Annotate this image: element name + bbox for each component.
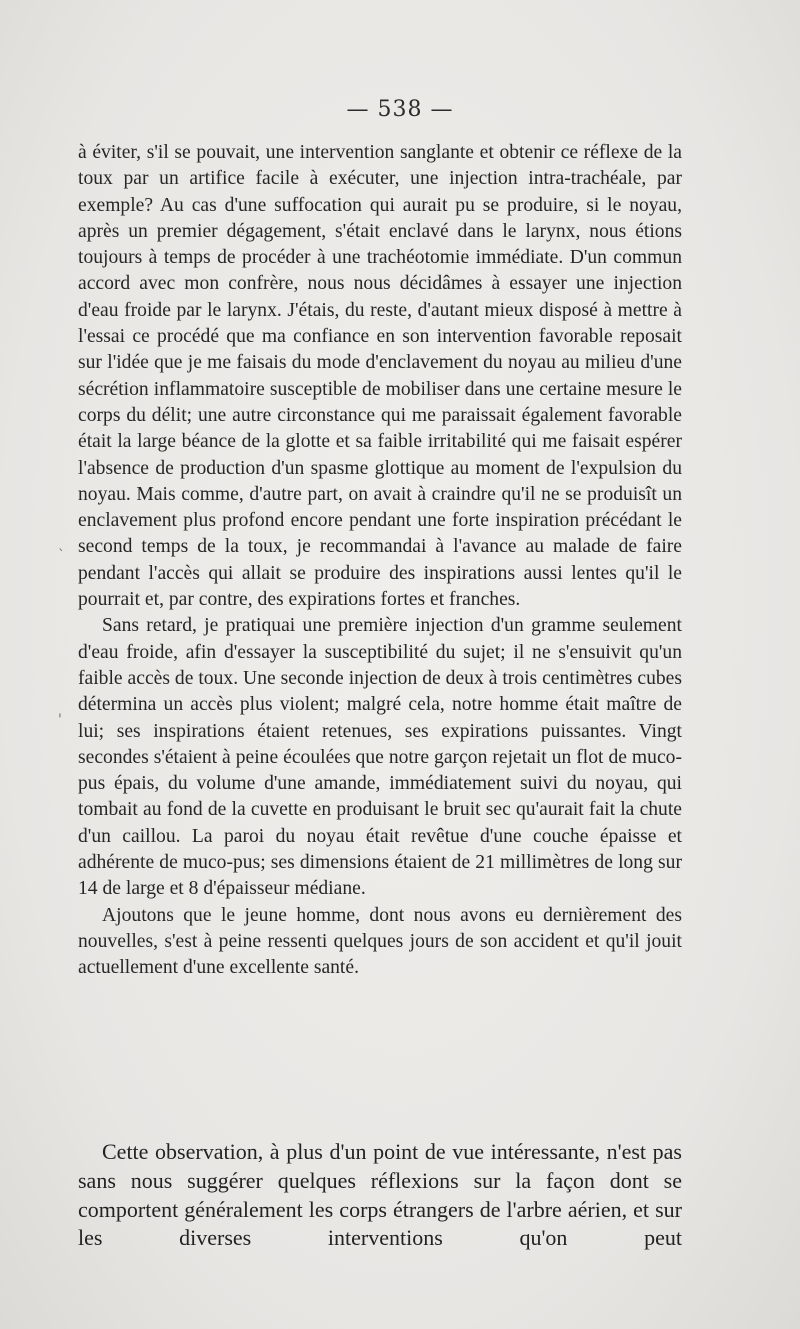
conclusion-paragraph: Cette observation, à plus d'un point de vue intéressante, n'est pas sans nous suggérer quelques réflexions sur la façon dont se comportent généralement les corps étrangers de l'arbre aérien, et sur les diverses interventions qu'on peut [78,1139,682,1251]
margin-mark: ` [58,548,65,564]
paragraph-2: Sans retard, je pratiquai une première injection d'un gramme seulement d'eau froide, afin d'essayer la susceptibilité du sujet; il ne s'ensuivit qu'un faible accès de toux. Une seconde injection de deux à trois centimètres cubes détermina un accès plus violent; malgré cela, notre homme était maître de lui; ses inspirations étaient retenues, ses expirations puissantes. Vingt secondes s'étaient à peine écoulées que notre garçon rejetait un flot de muco-pus épais, du volume d'une amande, immédiatement suivi du noyau, qui tombait au fond de la cuvette en produisant le bruit sec qu'aurait fait la chute d'un caillou. La paroi du noyau était revêtue d'une couche épaisse et adhérente de muco-pus; ses dimensions étaient de 21 millimètres de long sur 14 de large et 8 d'épaisseur médiane. [78,615,682,900]
margin-mark: ' [58,712,62,728]
body-text [78,140,682,982]
paragraph-1: à éviter, s'il se pouvait, une intervention sanglante et obtenir ce réflexe de la toux par un artifice facile à exécuter, une injection intra-trachéale, par exemple? Au cas d'une suffocation qui aurait pu se produire, si le noyau, après un premier dégagement, s'était enclavé dans le larynx, nous étions toujours à temps de procéder à une trachéotomie immédiate. D'un commun accord avec mon confrère, nous nous décidâmes à essayer une injection d'eau froide par le larynx. J'étais, du reste, d'autant mieux disposé à mettre à l'essai ce procédé que ma confiance en son intervention favorable reposait sur l'idée que je me faisais du mode d'enclavement du noyau au milieu d'une sécrétion inflammatoire susceptible de mobiliser dans une certaine mesure le corps du délit; une autre circonstance qui me paraissait également favorable était la large béance de la glotte et sa faible irritabilité qui me faisait espérer l'absence de production d'un spasme glottique au moment de l'expulsion du noyau. Mais comme, d'autre part, on avait à craindre qu'il ne se produisît un enclavement plus profond encore pendant une forte inspiration précédant le second temps de la toux, je recommandai à l'avance au malade de faire pendant l'accès qui allait se produire des inspirations aussi lentes qu'il le pourrait et, par contre, des expirations fortes et franches. [78,142,682,611]
paragraph-3: Ajoutons que le jeune homme, dont nous avons eu dernièrement des nouvelles, s'est à peine ressenti quelques jours de son accident et qu'il jouit actuellement d'une excellente santé. [78,904,682,979]
page-number: — 538 — [346,97,454,122]
